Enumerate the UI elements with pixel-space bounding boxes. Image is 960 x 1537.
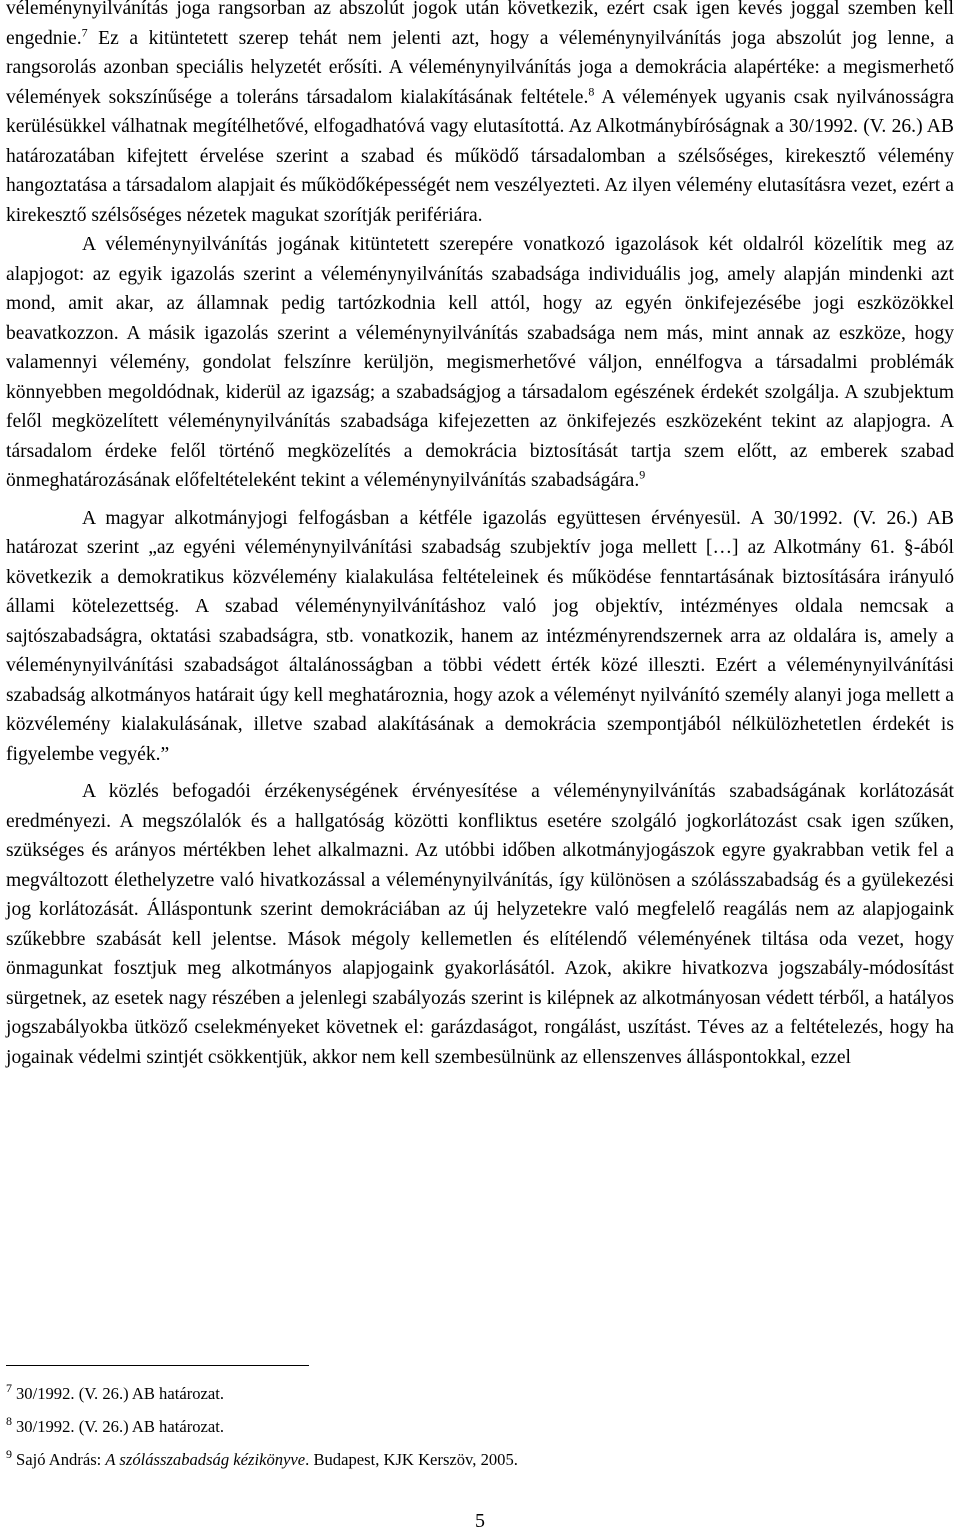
text-run: A magyar alkotmányjogi felfogásban a kétféle igazolás együttesen érvényesül. A 30/1992. (V. 26.) AB határozat szerint „az egyéni véleménynyilvánítási szabadság szubjektív joga mellett […] az Alkotmány 61. §-ából következik a demokratikus közvélemény kialakulása feltételeinek és működése fenntartásának biztosítására irányuló állami kötelezettség. A szabad véleménynyilvánításhoz való jog objektív, intézményes oldala nemcsak a sajtószabadságra, oktatási szabadságra, stb. vonatkozik, hanem az intézményrendszernek arra az oldalára is, amely a véleménynyilvánítási szabadságot általánosságban a többi védett érték közé illeszti. Ezért a véleménynyilvánítási szabadság alkotmányos határait úgy kell meghatároznia, hogy azok a véleményt nyilvánító személy alanyi joga mellett a közvélemény kialakulásának, illetve szabad alakításának a demokrácia szempontjából nélkülözhetetlen érdekét is figyelembe vegyék.” — [6, 507, 954, 765]
body-text — [6, 0, 954, 1072]
page-number: 5 — [475, 1510, 485, 1532]
footnotes — [6, 1378, 906, 1477]
footnote-number: 8 — [6, 1414, 12, 1428]
footnote-text — [16, 1450, 518, 1469]
footnote-ref: 7 — [81, 24, 88, 39]
footnote-ref: 8 — [588, 83, 595, 98]
paragraph — [6, 504, 954, 770]
text-run: Ez a kitüntetett szerep tehát nem jelenti azt, hogy a véleménynyilvánítás joga abszolút jog lenne, a rangsorolás azonban speciális helyzetét erősíti. A véleménynyilvánítás joga a demokrácia alapértéke: a megismerhető vélemények sokszínűsége a toleráns társadalom kialakításának feltétele. — [6, 27, 954, 108]
text-run: 30/1992. (V. 26.) AB határozat. — [16, 1417, 225, 1436]
paragraph — [6, 230, 954, 496]
footnote-ref: 9 — [639, 467, 646, 482]
text-run: A véleménynyilvánítás jogának kitüntetett szerepére vonatkozó igazolások két oldalról közelítik meg az alapjogot: az egyik igazolás szerint a véleménynyilvánítás szabadsága individuális jog, amely alapján mindenki azt mond, amit akar, az államnak pedig tartózkodnia kell attól, hogy az egyén önkifejezésébe jogi eszközökkel beavatkozzon. A másik igazolás szerint a véleménynyilvánítás szabadsága nem más, mint annak az eszköze, hogy valamennyi vélemény, gondolat felszínre kerüljön, megismerhetővé váljon, ennélfogva a társadalmi problémák könnyebben megoldódnak, kiderül az igazság; a szabadságjog a társadalom egészének érdekét szolgálja. A szubjektum felől megközelített véleménynyilvánítás szabadsága kifejezetten az önkifejezés eszközeként tekint az alapjogra. A társadalom érdeke felől történő megközelítés a demokrácia biztosítását tartja szem előtt, az emberek szabad önmeghatározásának előfeltételeként tekint a véleménynyilvánítás szabadságára. — [6, 234, 954, 491]
italic-title: A szólásszabadság kézikönyve — [105, 1450, 306, 1469]
document-page — [6, 0, 954, 1072]
paragraph — [6, 777, 954, 1072]
text-run: A közlés befogadói érzékenységének érvényesítése a véleménynyilvánítás szabadságának korlátozását eredményezi. A megszólalók és a hallgatóság közötti konfliktus esetére szolgáló jogkorlátozást csak igen szűken, szükséges és arányos mértékben lehet alkalmazni. Az utóbbi időben alkotmányjogászok egyre gyakrabban vetik fel a megváltozott élethelyzetre való hivatkozással a véleménynyilvánítás, így különösen a szólásszabadság és a gyülekezési jog korlátozását. Álláspontunk szerint demokráciában az új helyzetekre való megfelelő reagálás nem az alapjogaink szűkebbre szabását kell jelentse. Mások mégoly kellemetlen és elítélendő véleményének tiltása oda vezet, hogy önmagunkat fosztjuk meg alkotmányos alapjogaink gyakorlásától. Azok, akikre hivatkozva jogszabály-módosítást sürgetnek, az esetek nagy részében a jelenlegi szabályozás szerint is kilépnek az alkotmányosan védett térből, a hatályos jogszabályokba ütköző cselekményeket követnek el: garázdaságot, rongálást, uszítást. Téves az a feltételezés, hogy ha jogainak védelmi szintjét csökkentjük, akkor nem kell szembesülnünk az ellenszenves álláspontokkal, ezzel — [6, 781, 954, 1068]
text-run: A vélemények ugyanis csak nyilvánosságra kerülésükkel válhatnak megítélhetővé, elfogadhatóvá vagy elutasítottá. Az Alkotmánybíróságnak a 30/1992. (V. 26.) AB határozatában kifejtett érvelése szerint a szabad és működő társadalomban a szélsőséges, kirekesztő vélemény hangoztatása a társadalom alapjait és működőképességét nem veszélyezteti. Az ilyen vélemény elutasításra vezet, ezért a kirekesztő szélsőséges nézetek magukat szorítják perifériára. — [6, 86, 954, 226]
footnote — [6, 1444, 906, 1477]
text-run: véleménynyilvánítás joga rangsorban az abszolút jogok után következik, ezért csak igen kevés joggal szemben kell engednie. — [6, 0, 954, 49]
paragraph — [6, 0, 954, 230]
text-run: Sajó András: — [16, 1450, 106, 1469]
footnote-number: 9 — [6, 1447, 12, 1461]
footnote — [6, 1411, 906, 1444]
footnote-text — [16, 1417, 224, 1436]
text-run: 30/1992. (V. 26.) AB határozat. — [16, 1384, 225, 1403]
footnote-number: 7 — [6, 1381, 12, 1395]
footnote-text — [16, 1384, 224, 1403]
footnote-separator — [6, 1365, 309, 1366]
footnote — [6, 1378, 906, 1411]
text-run: . Budapest, KJK Kerszöv, 2005. — [305, 1450, 518, 1469]
